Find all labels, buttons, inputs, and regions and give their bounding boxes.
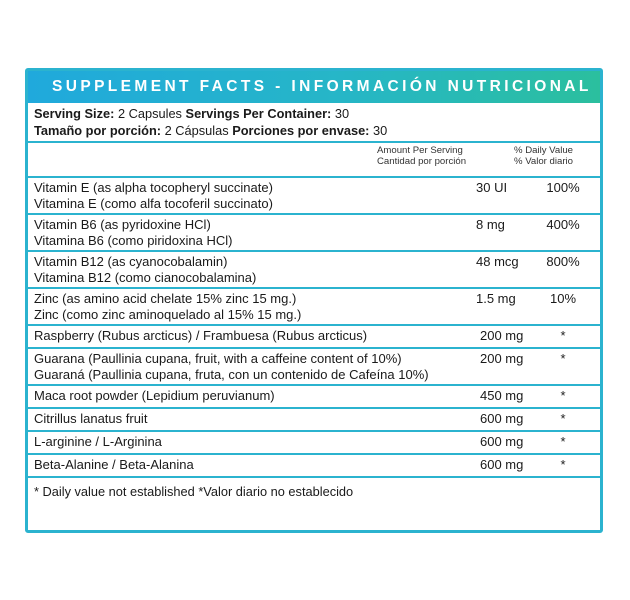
ingredient-name-en: Vitamin B6 (as pyridoxine HCl): [34, 217, 211, 232]
serving-size-label: Serving Size:: [34, 106, 115, 121]
ingredient-name: [34, 351, 429, 383]
ingredient-name-es: Vitamina B6 (como piridoxina HCl): [34, 233, 233, 248]
ingredient-amount: 600 mg: [480, 457, 524, 472]
ingredient-daily-value: *: [560, 457, 566, 472]
table-row: [28, 326, 600, 349]
amount-column-header: [377, 145, 497, 167]
ingredient-name: [34, 254, 256, 286]
table-row: [28, 455, 600, 478]
tamano-porcion-value: 2 Cápsulas: [164, 123, 229, 138]
ingredient-amount: 450 mg: [480, 388, 524, 403]
ingredient-name: [34, 291, 301, 323]
column-headers: [28, 143, 600, 178]
ingredient-amount: 600 mg: [480, 411, 524, 426]
table-row: [28, 349, 600, 386]
ingredient-amount: 48 mcg: [476, 254, 519, 269]
ingredient-name-en: Raspberry (Rubus arcticus) / Frambuesa (Rubus arcticus): [34, 328, 368, 343]
ingredient-daily-value: *: [560, 351, 566, 366]
table-row: [28, 409, 600, 432]
ingredient-amount: 600 mg: [480, 434, 524, 449]
ingredient-amount: 8 mg: [476, 217, 505, 232]
ingredient-name: [34, 180, 273, 212]
table-row: [28, 432, 600, 455]
ingredient-amount: 1.5 mg: [476, 291, 516, 306]
porciones-envase-label: Porciones por envase:: [232, 123, 370, 138]
dv-header-en: % Daily Value: [514, 145, 574, 156]
ingredient-amount: 200 mg: [480, 351, 524, 366]
serving-size-value: 2 Capsules: [117, 106, 182, 121]
amount-header-en: Amount Per Serving: [377, 145, 463, 156]
ingredient-name: [34, 217, 232, 249]
ingredient-amount: 30 UI: [476, 180, 508, 195]
ingredient-name: [34, 328, 367, 344]
table-row: [28, 215, 600, 252]
ingredient-name-en: Guarana (Paullinia cupana, fruit, with a caffeine content of 10%): [34, 351, 402, 366]
ingredient-name-es: Vitamina E (como alfa tocoferil succinato): [34, 196, 273, 211]
table-row: [28, 386, 600, 409]
ingredient-daily-value: 400%: [546, 217, 580, 232]
serving-line-en: [34, 105, 600, 122]
amount-header-es: Cantidad por porción: [377, 156, 467, 167]
porciones-envase-value: 30: [373, 123, 388, 138]
serving-info: [28, 103, 600, 143]
ingredient-name-en: Vitamin E (as alpha tocopheryl succinate): [34, 180, 273, 195]
ingredient-daily-value: 100%: [546, 180, 580, 195]
table-row: [28, 178, 600, 215]
table-row: [28, 289, 600, 326]
ingredient-daily-value: 800%: [546, 254, 580, 269]
ingredient-name-en: L-arginine / L-Arginina: [34, 434, 162, 449]
ingredient-name: [34, 411, 147, 427]
ingredient-amount: 200 mg: [480, 328, 524, 343]
ingredient-daily-value: *: [560, 411, 566, 426]
ingredient-daily-value: *: [560, 328, 566, 343]
servings-per-container-value: 30: [334, 106, 350, 121]
footnote: * Daily value not established *Valor diario no establecido: [34, 484, 354, 499]
table-row: [28, 252, 600, 289]
ingredient-name-en: Maca root powder (Lepidium peruvianum): [34, 388, 275, 403]
ingredient-name-es: Guaraná (Paullinia cupana, fruta, con un contenido de Cafeína 10%): [34, 367, 429, 382]
servings-per-container-label: Servings Per Container:: [185, 106, 332, 121]
tamano-porcion-label: Tamaño por porción:: [34, 123, 162, 138]
ingredient-name: [34, 434, 162, 450]
ingredient-daily-value: 10%: [549, 291, 577, 306]
ingredients-table: [28, 178, 600, 478]
panel-title: SUPPLEMENT FACTS - INFORMACIÓN NUTRICIONAL: [28, 71, 600, 103]
serving-line-es: [34, 122, 600, 139]
ingredient-daily-value: *: [560, 434, 566, 449]
ingredient-name-en: Vitamin B12 (as cyanocobalamin): [34, 254, 228, 269]
ingredient-name-en: Zinc (as amino acid chelate 15% zinc 15 mg.): [34, 291, 297, 306]
ingredient-name-en: Citrillus lanatus fruit: [34, 411, 148, 426]
ingredient-name: [34, 388, 275, 404]
ingredient-daily-value: *: [560, 388, 566, 403]
ingredient-name-es: Zinc (como zinc aminoquelado al 15% 15 mg.): [34, 307, 302, 322]
dv-header-es: % Valor diario: [514, 156, 574, 167]
ingredient-name-en: Beta-Alanine / Beta-Alanina: [34, 457, 194, 472]
dv-column-header: [514, 145, 594, 167]
ingredient-name-es: Vitamina B12 (como cianocobalamina): [34, 270, 257, 285]
supplement-facts-panel: [25, 68, 603, 533]
ingredient-name: [34, 457, 194, 473]
